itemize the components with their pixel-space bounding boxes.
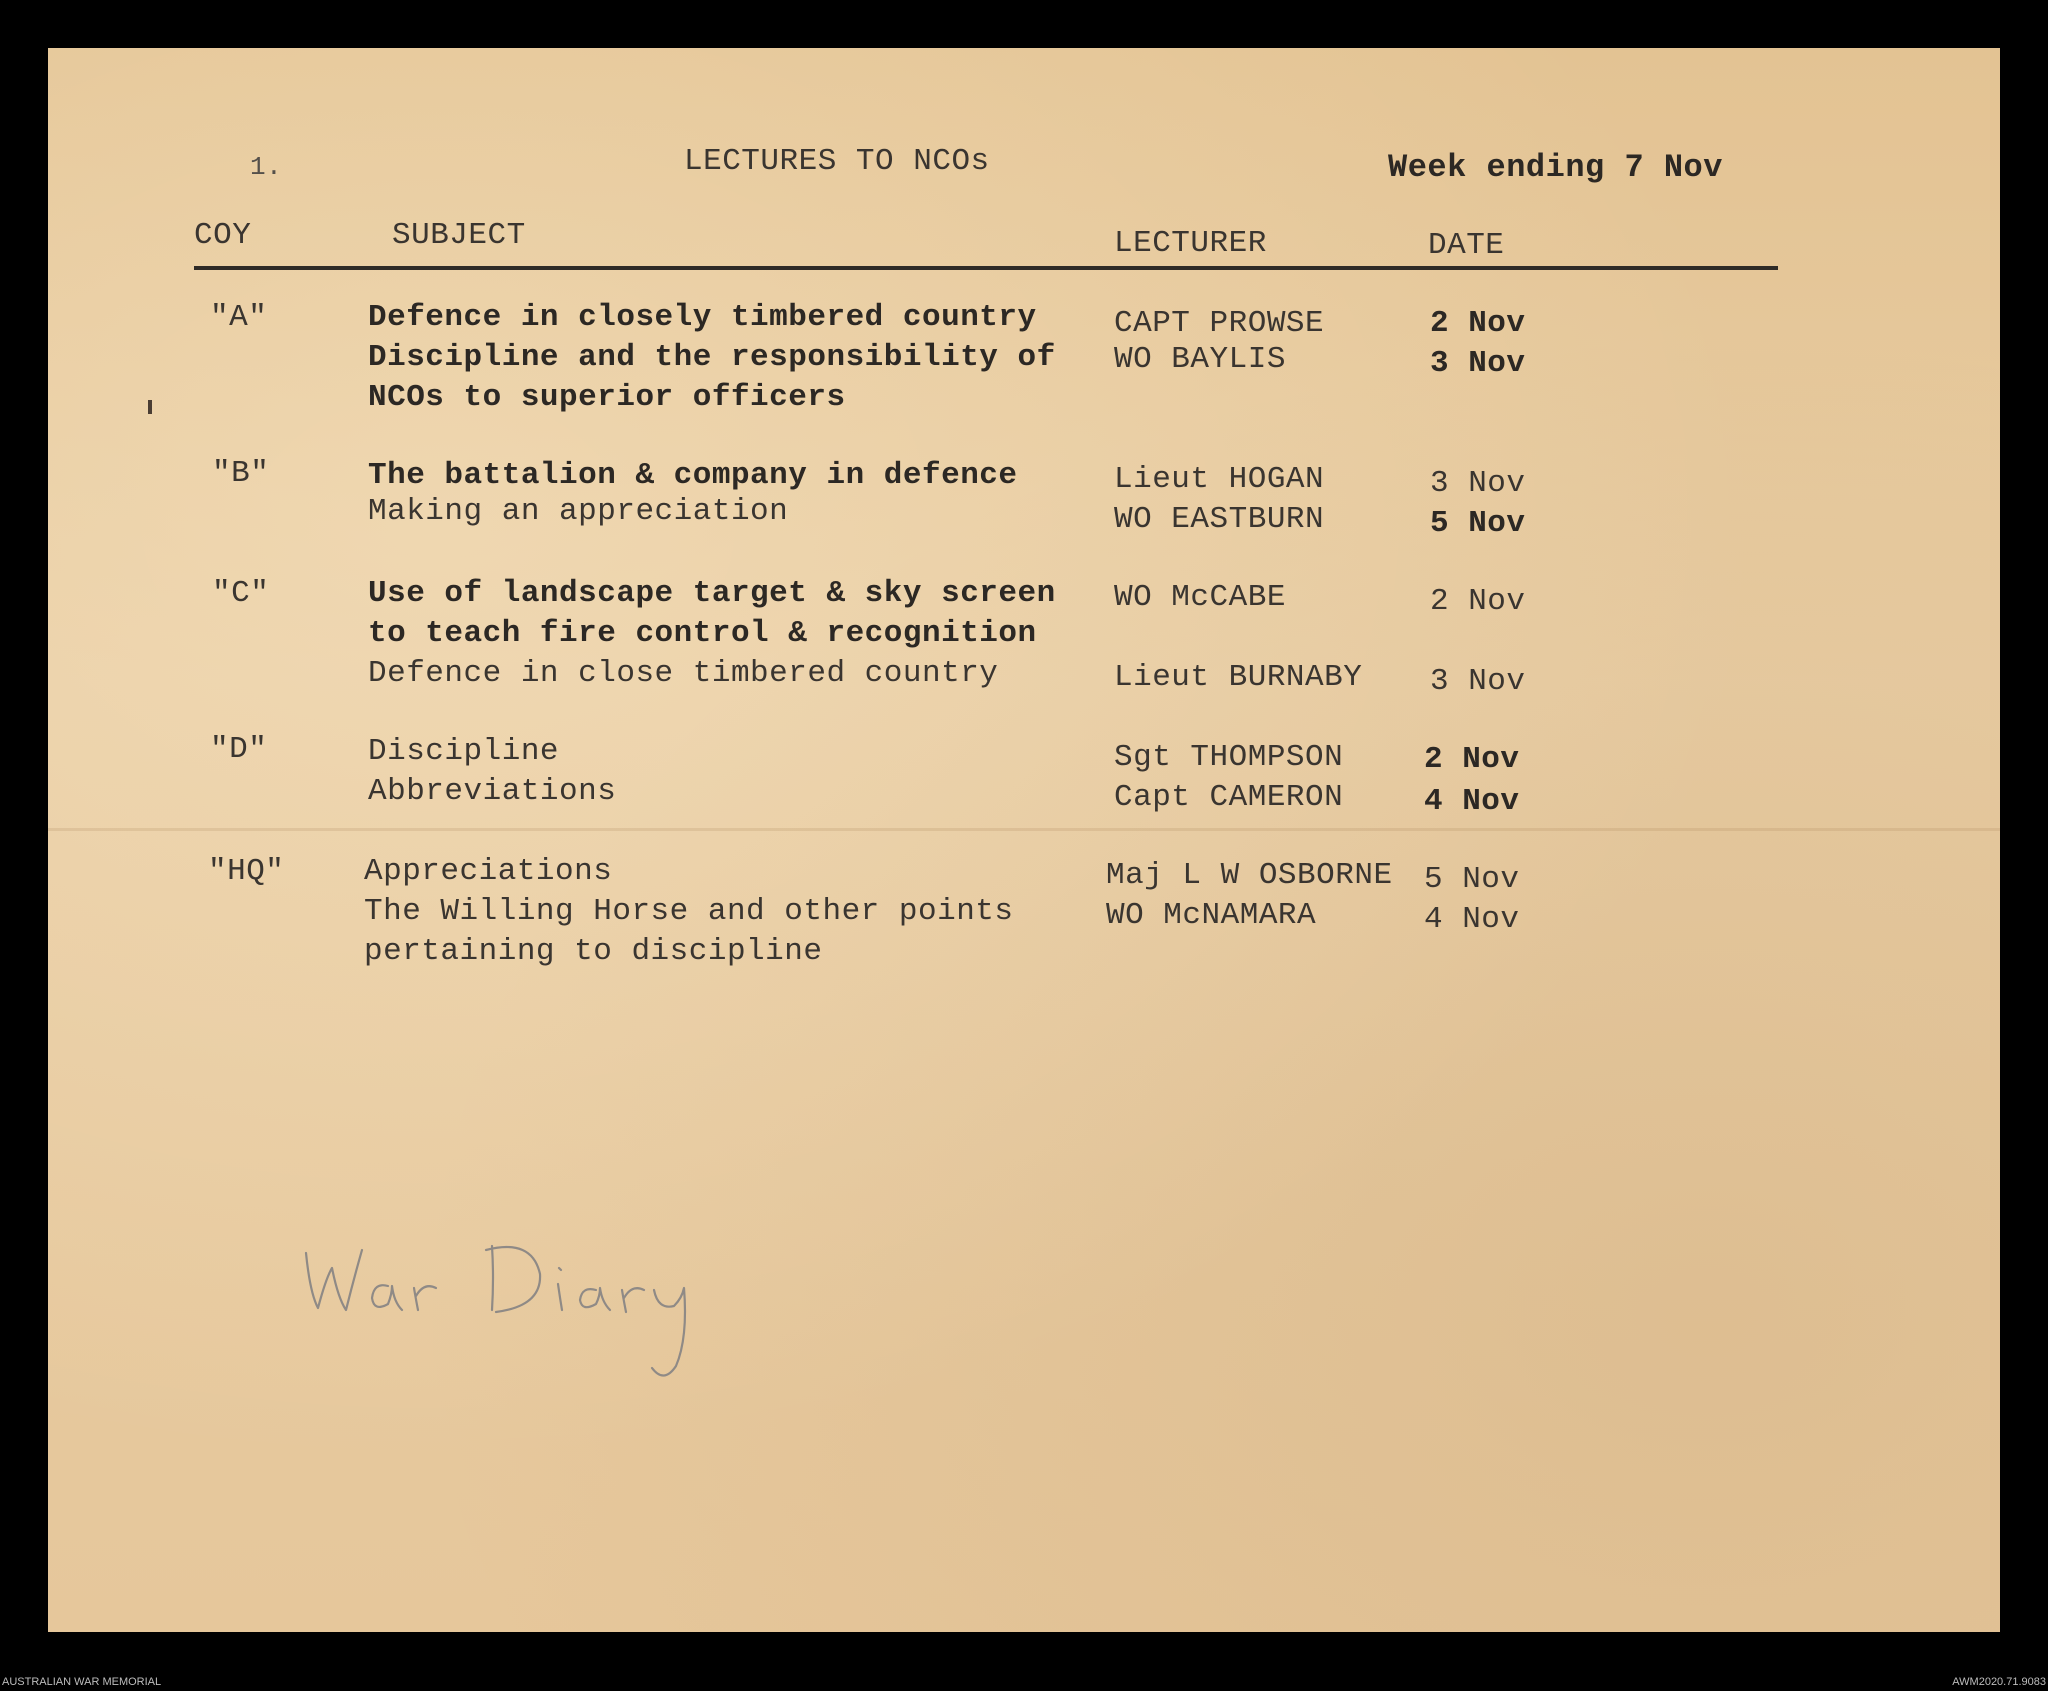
lecturer-name: Sgt THOMPSON <box>1114 740 1344 775</box>
coy-label: "C" <box>212 576 270 611</box>
lecturer-name: WO McNAMARA <box>1106 898 1317 933</box>
subject-line: pertaining to discipline <box>364 934 823 969</box>
handwritten-annotation <box>296 1198 756 1398</box>
subject-line: Discipline and the responsibility of <box>368 340 1056 375</box>
subject-line: Defence in close timbered country <box>368 656 999 691</box>
header-subject: SUBJECT <box>392 218 526 253</box>
subject-line: Discipline <box>368 734 560 769</box>
subject-line: to teach fire control & recognition <box>368 616 1037 651</box>
lecture-date: 3 Nov <box>1430 466 1526 501</box>
lecturer-name: WO BAYLIS <box>1114 342 1286 377</box>
lecture-date: 2 Nov <box>1430 306 1526 341</box>
lecturer-name: CAPT PROWSE <box>1114 306 1325 341</box>
header-lecturer: LECTURER <box>1114 226 1267 261</box>
document-title: LECTURES TO NCOs <box>684 144 990 179</box>
lecturer-name: Capt CAMERON <box>1114 780 1344 815</box>
subject-line: The Willing Horse and other points <box>364 894 1014 929</box>
subject-line: Appreciations <box>364 854 613 889</box>
header-rule <box>194 266 1778 270</box>
lecturer-name: Maj L W OSBORNE <box>1106 858 1393 893</box>
subject-line: Use of landscape target & sky screen <box>368 576 1056 611</box>
footer-credit: AUSTRALIAN WAR MEMORIAL <box>2 1676 162 1688</box>
lecture-date: 2 Nov <box>1430 584 1526 619</box>
lecture-date: 4 Nov <box>1424 784 1520 819</box>
lecture-date: 4 Nov <box>1424 902 1520 937</box>
coy-label: "A" <box>210 300 268 335</box>
paper-fold-line <box>48 828 2000 831</box>
week-ending: Week ending 7 Nov <box>1388 149 1723 186</box>
subject-line: The battalion & company in defence <box>368 458 1018 493</box>
margin-mark <box>148 400 152 414</box>
footer-reference: AWM2020.71.9083 <box>1952 1676 2046 1688</box>
lecture-date: 5 Nov <box>1424 862 1520 897</box>
coy-label: "B" <box>212 456 270 491</box>
coy-label: "D" <box>210 732 268 767</box>
subject-line: NCOs to superior officers <box>368 380 846 415</box>
lecture-date: 3 Nov <box>1430 664 1526 699</box>
lecture-date: 3 Nov <box>1430 346 1526 381</box>
document-sheet <box>48 48 2000 1632</box>
subject-line: Making an appreciation <box>368 494 789 529</box>
lecturer-name: Lieut BURNABY <box>1114 660 1363 695</box>
subject-line: Abbreviations <box>368 774 617 809</box>
lecturer-name: WO EASTBURN <box>1114 502 1325 537</box>
lecturer-name: Lieut HOGAN <box>1114 462 1325 497</box>
lecture-date: 2 Nov <box>1424 742 1520 777</box>
coy-label: "HQ" <box>208 854 285 889</box>
lecturer-name: WO McCABE <box>1114 580 1286 615</box>
header-coy: COY <box>194 218 252 253</box>
lecture-date: 5 Nov <box>1430 506 1526 541</box>
subject-line: Defence in closely timbered country <box>368 300 1037 335</box>
header-date: DATE <box>1428 228 1505 263</box>
corner-mark: 1. <box>250 152 283 182</box>
